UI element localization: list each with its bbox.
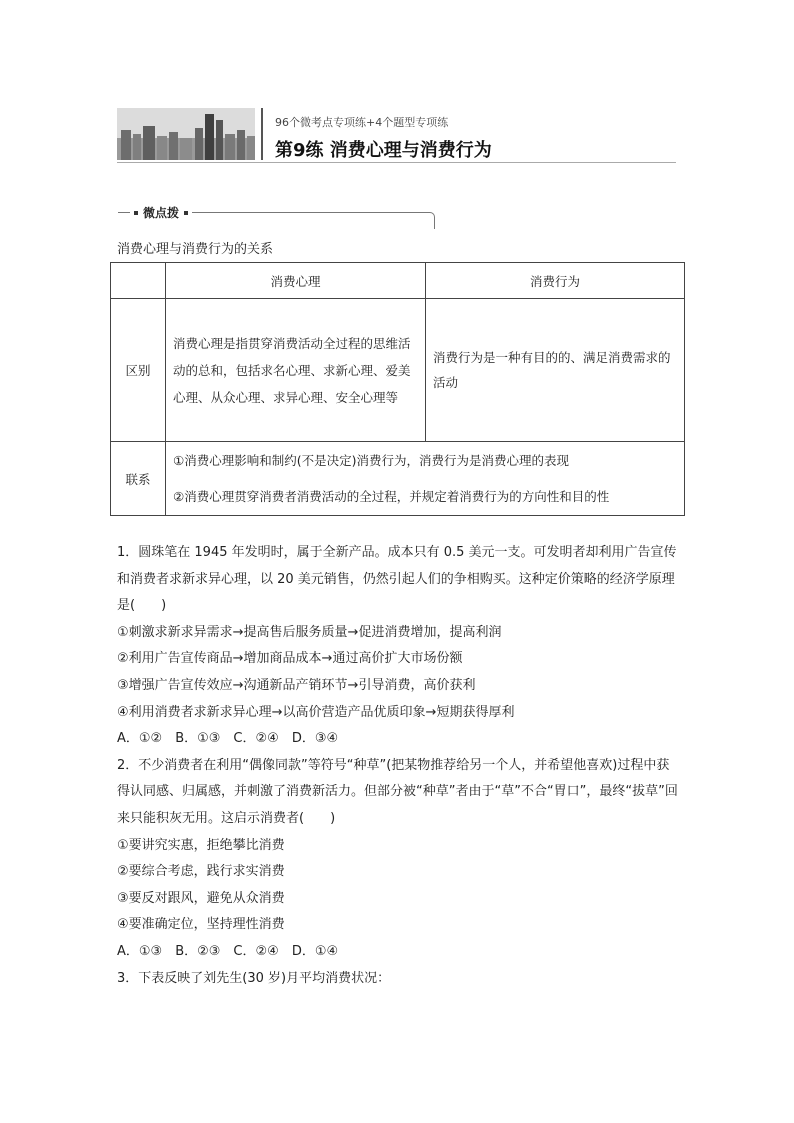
header-cityscape-image	[117, 108, 255, 160]
table-row	[111, 442, 685, 516]
table-cell: 消费心理是指贯穿消费活动全过程的思维活动的总和，包括求名心理、求新心理、爱美心理、从众心理、求异心理、安全心理等	[166, 299, 426, 442]
question-option: ④要准确定位，坚持理性消费	[117, 917, 285, 933]
question-option: ③增强广告宣传效应→沟通新品产销环节→引导消费，高价获利	[117, 677, 476, 693]
question-stem: 2．不少消费者在利用“偶像同款”等符号“种草”(把某物推荐给另一个人，并希望他喜欢)过程中获得认同感、归属感，并刺激了消费新活力。但部分被“种草”者由于“草”不合“胃口”，最终“拔草”回来只能积灰无用。这启示消费者( )	[117, 757, 678, 826]
table-row	[111, 299, 685, 442]
square-bullet-icon	[184, 211, 188, 215]
relation-table	[110, 262, 685, 516]
tip-label	[130, 204, 192, 221]
question-option: ④利用消费者求新求异心理→以高价营造产品优质印象→短期获得厚利	[117, 704, 515, 720]
table-header-cell	[111, 263, 166, 299]
question-stem: 1．圆珠笔在 1945 年发明时，属于全新产品。成本只有 0.5 美元一支。可发明者却利用广告宣传和消费者求新求异心理，以 20 美元销售，仍然引起人们的争相购买。这种定价策略的经济学原理是( )	[117, 545, 677, 614]
answer-choices: A．①③ B．②③ C．②④ D．①④	[117, 943, 339, 959]
question-option: ①要讲究实惠，拒绝攀比消费	[117, 837, 285, 853]
table-header-cell: 消费心理	[166, 263, 426, 299]
question-option: ③要反对跟风，避免从众消费	[117, 890, 285, 906]
page-title: 第9练 消费心理与消费行为	[275, 140, 492, 161]
question-option: ②要综合考虑，践行求实消费	[117, 864, 285, 880]
link-line: ①消费心理影响和制约(不是决定)消费行为，消费行为是消费心理的表现	[173, 452, 569, 468]
question-list	[117, 540, 679, 992]
square-bullet-icon	[134, 211, 138, 215]
question-option: ①刺激求新求异需求→提高售后服务质量→促进消费增加，提高利润	[117, 624, 502, 640]
link-line: ②消费心理贯穿消费者消费活动的全过程，并规定着消费行为的方向性和目的性	[173, 488, 610, 504]
row-label: 区别	[111, 299, 166, 442]
answer-choices: A．①② B．①③ C．②④ D．③④	[117, 731, 339, 747]
header-separator	[261, 108, 263, 160]
header-subtitle: 96个微考点专项练+4个题型专项练	[275, 116, 449, 129]
table-cell	[166, 442, 685, 516]
table-cell: 消费行为是一种有目的的、满足消费需求的活动	[426, 299, 685, 442]
question-option: ②利用广告宣传商品→增加商品成本→通过高价扩大市场份额	[117, 651, 463, 667]
table-header-row	[111, 263, 685, 299]
header-rule	[117, 162, 676, 163]
table-caption: 消费心理与消费行为的关系	[117, 242, 274, 257]
tip-label-text: 微点拨	[143, 206, 180, 220]
question-stem: 3．下表反映了刘先生(30 岁)月平均消费状况：	[117, 970, 391, 986]
row-label: 联系	[111, 442, 166, 516]
table-header-cell: 消费行为	[426, 263, 685, 299]
